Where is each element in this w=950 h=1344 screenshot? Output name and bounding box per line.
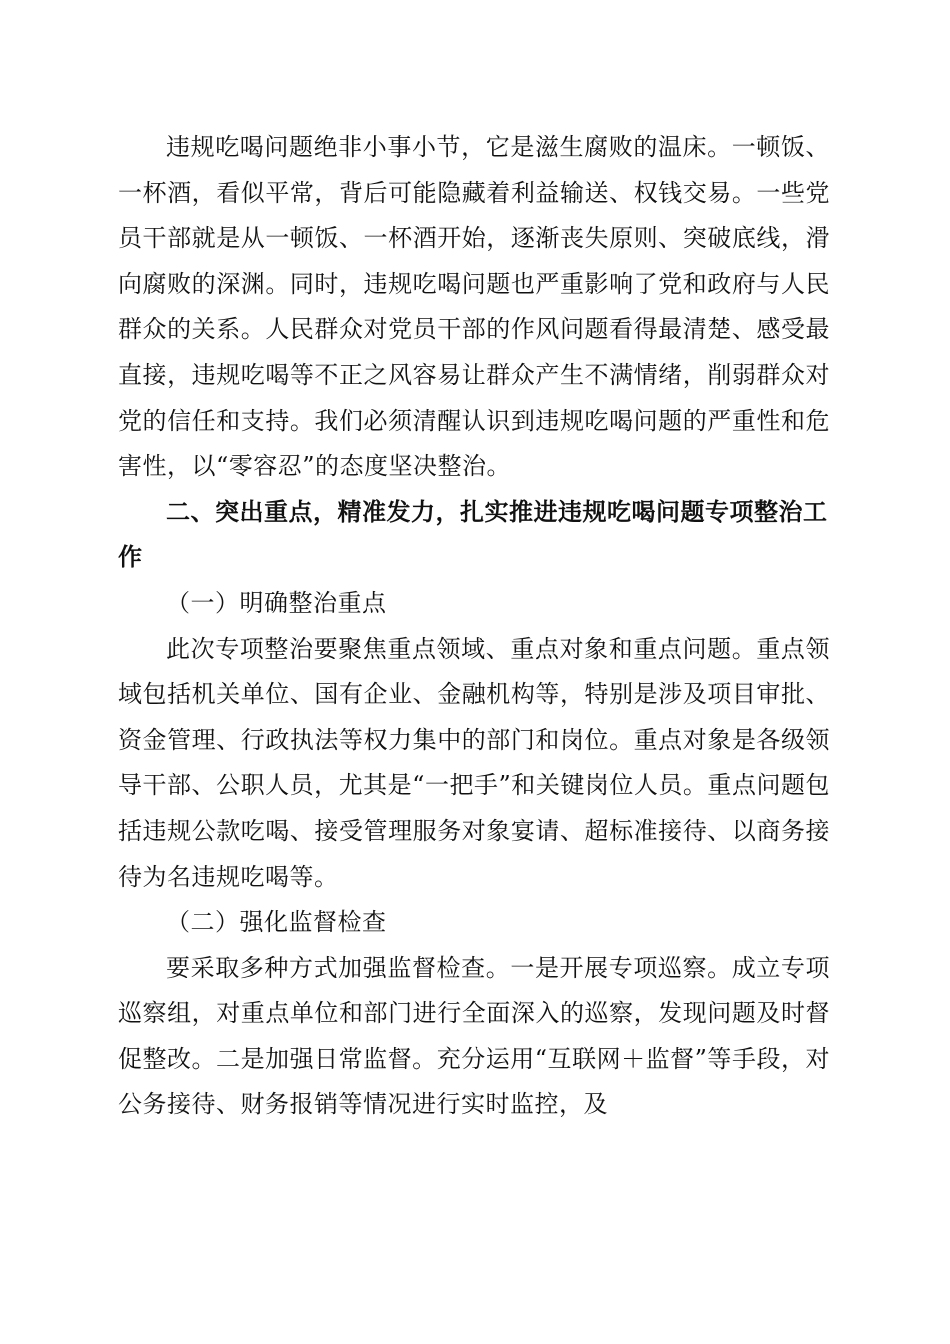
section-heading-2: 二、突出重点，精准发力，扎实推进违规吃喝问题专项整治工作	[118, 497, 828, 572]
subheading-clarify-focus: （一）明确整治重点	[166, 588, 387, 617]
subheading-strengthen-supervision: （二）强化监督检查	[166, 908, 387, 937]
document-body	[118, 125, 830, 1128]
paragraph-focus-areas: 此次专项整治要聚焦重点领域、重点对象和重点问题。重点领域包括机关单位、国有企业、金融机构等，特别是涉及项目审批、资金管理、行政执法等权力集中的部门和岗位。重点对象是各级领导干部、公职人员，尤其是“一把手”和关键岗位人员。重点问题包括违规公款吃喝、接受管理服务对象宴请、超标准接待、以商务接待为名违规吃喝等。	[118, 634, 830, 891]
paragraph-harm-of-improper-dining: 违规吃喝问题绝非小事小节，它是滋生腐败的温床。一顿饭、一杯酒，看似平常，背后可能隐藏着利益输送、权钱交易。一些党员干部就是从一顿饭、一杯酒开始，逐渐丧失原则、突破底线，滑向腐败的深渊。同时，违规吃喝问题也严重影响了党和政府与人民群众的关系。人民群众对党员干部的作风问题看得最清楚、感受最直接，违规吃喝等不正之风容易让群众产生不满情绪，削弱群众对党的信任和支持。我们必须清醒认识到违规吃喝问题的严重性和危害性，以“零容忍”的态度坚决整治。	[118, 133, 830, 481]
paragraph-supervision-methods: 要采取多种方式加强监督检查。一是开展专项巡察。成立专项巡察组，对重点单位和部门进行全面深入的巡察，发现问题及时督促整改。二是加强日常监督。充分运用“互联网＋监督”等手段，对公务接待、财务报销等情况进行实时监控，及	[118, 953, 830, 1119]
